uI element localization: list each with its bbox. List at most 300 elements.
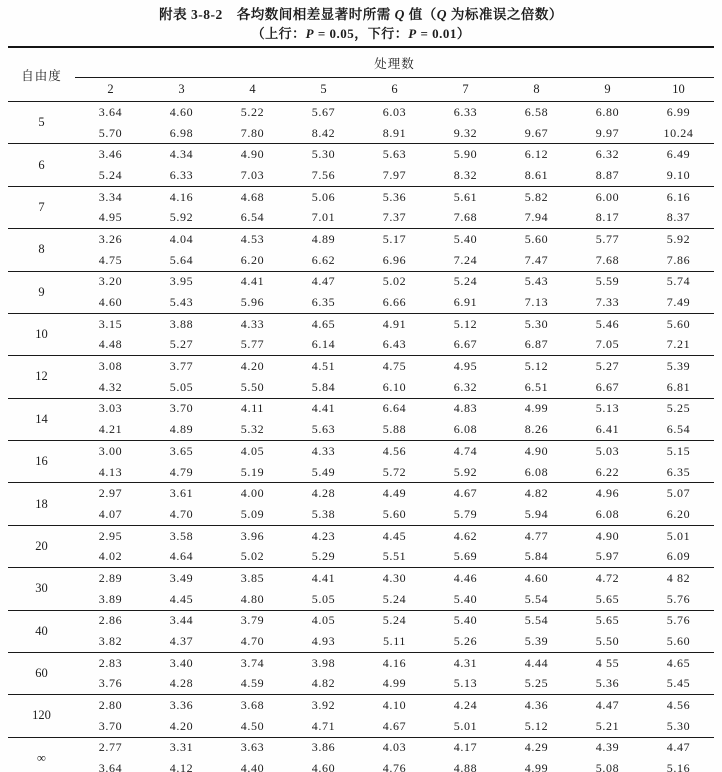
row-p01 <box>8 335 714 356</box>
q-value-cell-p01: 5.77 <box>240 337 265 352</box>
q-value-cell-p01: 4.99 <box>382 676 407 691</box>
row-p01 <box>8 631 714 652</box>
row-p05 <box>8 144 714 165</box>
q-value-cell-p01: 4.60 <box>98 295 123 310</box>
q-value-cell-p05: 4.41 <box>288 398 359 419</box>
q-value-cell-p01: 5.69 <box>453 549 478 564</box>
q-value-cell-p01: 4.88 <box>453 761 478 772</box>
q-value-cell-p05: 3.46 <box>75 144 146 165</box>
q-value-cell-p05: 4 82 <box>643 568 714 589</box>
text-segment: 为标准误之倍数） <box>447 7 563 22</box>
italic-symbol: P <box>408 26 417 41</box>
q-value-cell-p01: 5.49 <box>311 464 336 479</box>
q-value-cell-p01: 7.86 <box>666 252 691 267</box>
q-value-cell-p05: 6.00 <box>572 186 643 207</box>
q-value-cell-p01: 7.33 <box>595 295 620 310</box>
q-value-cell-p05: 5.30 <box>288 144 359 165</box>
q-value-cell-p05: 5.74 <box>643 271 714 292</box>
q-value-cell-p05: 6.58 <box>501 102 572 123</box>
q-value-cell-p05: 3.36 <box>146 695 217 716</box>
q-value-cell-p01: 4.93 <box>311 634 336 649</box>
treatment-count-header: 2 <box>75 78 146 102</box>
row-p01 <box>8 123 714 144</box>
q-value-cell-p01: 8.32 <box>453 167 478 182</box>
q-value-cell-p01: 6.81 <box>666 379 691 394</box>
q-value-cell-p05: 2.86 <box>75 610 146 631</box>
row-p05 <box>8 102 714 123</box>
q-value-cell-p01: 7.24 <box>453 252 478 267</box>
q-value-cell-p01: 5.39 <box>524 634 549 649</box>
row-p01 <box>8 589 714 610</box>
q-value-cell-p01: 5.26 <box>453 634 478 649</box>
q-value-cell-p01: 7.47 <box>524 252 549 267</box>
q-value-cell-p01: 6.54 <box>666 422 691 437</box>
table-body <box>8 102 714 772</box>
q-value-cell-p05: 4.29 <box>501 737 572 758</box>
q-value-cell-p05: 4.23 <box>288 525 359 546</box>
q-value-cell-p01: 7.05 <box>595 337 620 352</box>
q-value-cell-p05: 5.27 <box>572 356 643 377</box>
q-value-cell-p01: 7.94 <box>524 210 549 225</box>
q-value-cell-p05: 5.01 <box>643 525 714 546</box>
italic-symbol: Q <box>394 7 405 22</box>
q-value-cell-p01: 7.68 <box>595 252 620 267</box>
q-value-cell-p01: 5.84 <box>311 379 336 394</box>
q-value-cell-p05: 4.60 <box>501 568 572 589</box>
q-value-cell-p05: 4.41 <box>288 568 359 589</box>
q-value-cell-p05: 4.75 <box>359 356 430 377</box>
q-value-cell-p05: 2.95 <box>75 525 146 546</box>
q-value-cell-p05: 6.33 <box>430 102 501 123</box>
row-p01 <box>8 419 714 440</box>
q-value-cell-p01: 7.37 <box>382 210 407 225</box>
q-value-cell-p01: 5.38 <box>311 506 336 521</box>
row-p05 <box>8 186 714 207</box>
q-value-cell-p01: 3.76 <box>98 676 123 691</box>
q-value-cell-p05: 3.49 <box>146 568 217 589</box>
text-segment: 值（ <box>404 7 437 22</box>
q-value-cell-p05: 3.74 <box>217 652 288 673</box>
q-value-cell-p01: 5.92 <box>169 210 194 225</box>
q-value-cell-p05: 4.67 <box>430 483 501 504</box>
q-value-cell-p05: 2.97 <box>75 483 146 504</box>
q-value-cell-p05: 5.92 <box>643 229 714 250</box>
q-value-cell-p01: 5.36 <box>595 676 620 691</box>
treatment-count-header: 8 <box>501 78 572 102</box>
row-p01 <box>8 716 714 737</box>
q-value-cell-p05: 5.59 <box>572 271 643 292</box>
q-value-cell-p05: 6.12 <box>501 144 572 165</box>
q-value-cell-p01: 5.12 <box>524 718 549 733</box>
q-value-cell-p05: 4.41 <box>217 271 288 292</box>
q-value-cell-p01: 6.96 <box>382 252 407 267</box>
q-value-cell-p01: 5.50 <box>240 379 265 394</box>
q-value-cell-p01: 5.05 <box>311 591 336 606</box>
q-value-cell-p05: 4.49 <box>359 483 430 504</box>
q-value-cell-p05: 5.13 <box>572 398 643 419</box>
q-value-cell-p05: 4.56 <box>359 441 430 462</box>
q-value-cell-p01: 4.45 <box>169 591 194 606</box>
q-value-cell-p01: 5.27 <box>169 337 194 352</box>
q-value-cell-p01: 4.64 <box>169 549 194 564</box>
q-value-cell-p01: 6.08 <box>524 464 549 479</box>
q-value-cell-p05: 5.54 <box>501 610 572 631</box>
q-value-cell-p05: 4.95 <box>430 356 501 377</box>
q-value-cell-p05: 4.47 <box>288 271 359 292</box>
q-value-cell-p01: 5.32 <box>240 422 265 437</box>
q-value-cell-p05: 5.24 <box>359 610 430 631</box>
q-value-cell-p05: 4.65 <box>643 652 714 673</box>
q-value-cell-p05: 4.47 <box>572 695 643 716</box>
q-value-cell-p01: 5.45 <box>666 676 691 691</box>
q-value-cell-p01: 6.08 <box>453 422 478 437</box>
q-value-cell-p05: 3.85 <box>217 568 288 589</box>
q-value-cell-p05: 4.44 <box>501 652 572 673</box>
q-value-cell-p05: 3.95 <box>146 271 217 292</box>
q-value-cell-p01: 6.51 <box>524 379 549 394</box>
q-value-cell-p05: 4.47 <box>643 737 714 758</box>
q-value-cell-p01: 5.11 <box>383 634 406 649</box>
row-p05 <box>8 398 714 419</box>
q-value-cell-p01: 5.25 <box>524 676 549 691</box>
q-value-cell-p05: 4.03 <box>359 737 430 758</box>
q-value-cell-p01: 5.60 <box>382 506 407 521</box>
q-value-cell-p05: 4.68 <box>217 186 288 207</box>
q-value-cell-p01: 4.21 <box>98 422 123 437</box>
q-value-cell-p05: 5.43 <box>501 271 572 292</box>
q-value-cell-p01: 7.56 <box>311 167 336 182</box>
q-value-cell-p05: 5.03 <box>572 441 643 462</box>
q-value-cell-p01: 4.99 <box>524 761 549 772</box>
df-cell: 14 <box>8 398 75 440</box>
q-value-cell-p05: 5.77 <box>572 229 643 250</box>
text-segment: 附表 3-8-2 <box>159 7 223 22</box>
df-cell: 12 <box>8 356 75 398</box>
q-value-cell-p05: 6.16 <box>643 186 714 207</box>
q-value-cell-p05: 3.61 <box>146 483 217 504</box>
q-value-cell-p01: 7.80 <box>240 125 265 140</box>
q-value-cell-p05: 3.77 <box>146 356 217 377</box>
q-value-cell-p01: 8.87 <box>595 167 620 182</box>
q-value-cell-p05: 5.39 <box>643 356 714 377</box>
q-value-cell-p05: 4.24 <box>430 695 501 716</box>
treatment-count-header: 4 <box>217 78 288 102</box>
q-value-cell-p01: 5.70 <box>98 125 123 140</box>
row-p05 <box>8 737 714 758</box>
q-value-cell-p01: 5.21 <box>595 718 620 733</box>
q-value-cell-p01: 4.89 <box>169 422 194 437</box>
df-cell: ∞ <box>8 737 75 772</box>
q-value-cell-p01: 6.14 <box>311 337 336 352</box>
q-value-cell-p01: 4.37 <box>169 634 194 649</box>
q-value-cell-p01: 5.40 <box>453 591 478 606</box>
q-value-cell-p05: 4.11 <box>217 398 288 419</box>
column-header-row <box>8 78 714 102</box>
q-value-cell-p01: 4.50 <box>240 718 265 733</box>
q-value-cell-p01: 5.30 <box>666 718 691 733</box>
q-value-cell-p01: 5.94 <box>524 506 549 521</box>
table-title <box>0 0 722 23</box>
q-value-cell-p05: 4.90 <box>572 525 643 546</box>
q-value-cell-p05: 3.00 <box>75 441 146 462</box>
q-value-cell-p01: 4.59 <box>240 676 265 691</box>
q-value-cell-p01: 4.60 <box>311 761 336 772</box>
q-value-cell-p05: 3.68 <box>217 695 288 716</box>
q-value-cell-p01: 3.89 <box>98 591 123 606</box>
q-value-cell-p01: 5.60 <box>666 634 691 649</box>
q-value-cell-p05: 4.31 <box>430 652 501 673</box>
q-value-cell-p05: 5.40 <box>430 610 501 631</box>
q-value-cell-p05: 3.20 <box>75 271 146 292</box>
q-value-cell-p01: 4.67 <box>382 718 407 733</box>
q-value-cell-p05: 6.80 <box>572 102 643 123</box>
q-value-cell-p05: 3.96 <box>217 525 288 546</box>
q-value-cell-p01: 10.24 <box>663 125 694 140</box>
q-value-cell-p05: 4.46 <box>430 568 501 589</box>
q-value-cell-p01: 6.08 <box>595 506 620 521</box>
row-p05 <box>8 271 714 292</box>
q-value-cell-p05: 3.64 <box>75 102 146 123</box>
q-value-cell-p01: 5.84 <box>524 549 549 564</box>
q-value-cell-p05: 4.04 <box>146 229 217 250</box>
q-value-cell-p01: 6.66 <box>382 295 407 310</box>
q-value-cell-p01: 7.13 <box>524 295 549 310</box>
q-value-cell-p01: 4.80 <box>240 591 265 606</box>
q-value-cell-p05: 3.98 <box>288 652 359 673</box>
q-value-cell-p05: 5.15 <box>643 441 714 462</box>
q-value-cell-p05: 6.99 <box>643 102 714 123</box>
q-value-cell-p01: 4.28 <box>169 676 194 691</box>
q-value-cell-p05: 5.60 <box>501 229 572 250</box>
q-value-cell-p05: 4.10 <box>359 695 430 716</box>
q-value-cell-p01: 6.62 <box>311 252 336 267</box>
q-value-cell-p01: 6.43 <box>382 337 407 352</box>
q-value-cell-p05: 4 55 <box>572 652 643 673</box>
q-value-cell-p05: 4.00 <box>217 483 288 504</box>
row-p01 <box>8 207 714 228</box>
q-value-cell-p01: 5.97 <box>595 549 620 564</box>
row-p05 <box>8 441 714 462</box>
q-value-cell-p05: 6.32 <box>572 144 643 165</box>
q-value-cell-p01: 6.67 <box>453 337 478 352</box>
q-value-cell-p05: 2.80 <box>75 695 146 716</box>
q-value-cell-p01: 7.21 <box>666 337 691 352</box>
q-value-cell-p01: 4.75 <box>98 252 123 267</box>
q-value-cell-p01: 4.71 <box>311 718 336 733</box>
q-value-cell-p05: 4.72 <box>572 568 643 589</box>
df-cell: 18 <box>8 483 75 525</box>
q-value-cell-p01: 6.32 <box>453 379 478 394</box>
q-value-cell-p01: 8.61 <box>524 167 549 182</box>
q-value-cell-p05: 4.99 <box>501 398 572 419</box>
text-segment: = 0.01） <box>416 26 471 41</box>
q-value-cell-p05: 3.88 <box>146 313 217 334</box>
row-p01 <box>8 462 714 483</box>
q-value-cell-p01: 7.68 <box>453 210 478 225</box>
row-p05 <box>8 695 714 716</box>
q-value-cell-p05: 5.12 <box>430 313 501 334</box>
q-value-cell-p05: 4.05 <box>217 441 288 462</box>
q-value-cell-p01: 6.54 <box>240 210 265 225</box>
q-value-cell-p01: 5.24 <box>98 167 123 182</box>
q-value-cell-p05: 5.24 <box>430 271 501 292</box>
q-value-cell-p01: 5.01 <box>453 718 478 733</box>
table-header <box>8 47 714 102</box>
q-value-cell-p05: 5.36 <box>359 186 430 207</box>
q-value-cell-p05: 2.89 <box>75 568 146 589</box>
q-value-cell-p05: 4.20 <box>217 356 288 377</box>
q-value-cell-p01: 5.02 <box>240 549 265 564</box>
q-value-cell-p01: 5.50 <box>595 634 620 649</box>
text-segment: 各均数间相差显著时所需 <box>222 7 395 22</box>
q-value-cell-p05: 3.44 <box>146 610 217 631</box>
q-value-cell-p01: 6.67 <box>595 379 620 394</box>
df-cell: 10 <box>8 313 75 355</box>
q-value-cell-p01: 3.70 <box>98 718 123 733</box>
q-value-cell-p05: 5.25 <box>643 398 714 419</box>
treatment-count-header: 7 <box>430 78 501 102</box>
q-value-cell-p01: 7.97 <box>382 167 407 182</box>
q-value-cell-p01: 4.02 <box>98 549 123 564</box>
row-p05 <box>8 356 714 377</box>
q-value-cell-p01: 4.32 <box>98 379 123 394</box>
q-value-cell-p05: 3.31 <box>146 737 217 758</box>
q-value-cell-p05: 4.33 <box>217 313 288 334</box>
q-value-cell-p01: 4.70 <box>240 634 265 649</box>
df-cell: 7 <box>8 186 75 228</box>
df-cell: 40 <box>8 610 75 652</box>
q-value-cell-p01: 5.43 <box>169 295 194 310</box>
q-value-cell-p05: 5.82 <box>501 186 572 207</box>
header-row-group <box>8 47 714 78</box>
q-value-cell-p01: 6.35 <box>311 295 336 310</box>
q-value-cell-p05: 3.26 <box>75 229 146 250</box>
q-value-cell-p05: 4.30 <box>359 568 430 589</box>
df-cell: 9 <box>8 271 75 313</box>
df-cell: 5 <box>8 102 75 144</box>
q-value-cell-p01: 4.07 <box>98 506 123 521</box>
row-p01 <box>8 165 714 186</box>
row-p01 <box>8 250 714 271</box>
q-value-cell-p01: 7.03 <box>240 167 265 182</box>
italic-symbol: P <box>305 26 315 41</box>
q-value-cell-p01: 6.20 <box>666 506 691 521</box>
q-value-cell-p05: 4.56 <box>643 695 714 716</box>
q-value-cell-p05: 4.90 <box>217 144 288 165</box>
q-value-cell-p01: 3.64 <box>98 761 123 772</box>
text-segment: （上行： <box>251 26 306 41</box>
q-value-cell-p05: 3.03 <box>75 398 146 419</box>
q-value-cell-p05: 4.91 <box>359 313 430 334</box>
q-value-cell-p05: 4.77 <box>501 525 572 546</box>
text-segment: = 0.05，下行： <box>314 26 409 41</box>
q-value-cell-p05: 4.89 <box>288 229 359 250</box>
q-value-cell-p01: 5.76 <box>666 591 691 606</box>
q-value-cell-p05: 2.83 <box>75 652 146 673</box>
q-value-cell-p01: 5.92 <box>453 464 478 479</box>
q-value-cell-p05: 3.58 <box>146 525 217 546</box>
q-value-cell-p05: 4.74 <box>430 441 501 462</box>
q-value-cell-p05: 3.40 <box>146 652 217 673</box>
q-value-cell-p05: 5.07 <box>643 483 714 504</box>
row-p05 <box>8 652 714 673</box>
q-value-cell-p05: 4.96 <box>572 483 643 504</box>
q-value-cell-p01: 6.22 <box>595 464 620 479</box>
q-value-cell-p05: 5.46 <box>572 313 643 334</box>
table-subtitle <box>0 25 722 42</box>
df-cell: 30 <box>8 568 75 610</box>
q-value-cell-p05: 6.64 <box>359 398 430 419</box>
q-value-cell-p05: 4.60 <box>146 102 217 123</box>
row-p01 <box>8 377 714 398</box>
df-cell: 16 <box>8 441 75 483</box>
q-value-cell-p05: 4.34 <box>146 144 217 165</box>
q-value-cell-p01: 6.91 <box>453 295 478 310</box>
q-value-cell-p01: 3.82 <box>98 634 123 649</box>
q-value-cell-p05: 5.90 <box>430 144 501 165</box>
q-value-cell-p01: 5.54 <box>524 591 549 606</box>
row-p05 <box>8 610 714 631</box>
q-value-cell-p01: 5.29 <box>311 549 336 564</box>
q-value-cell-p01: 9.67 <box>524 125 549 140</box>
q-value-cell-p05: 4.36 <box>501 695 572 716</box>
q-value-cell-p01: 6.87 <box>524 337 549 352</box>
q-value-cell-p01: 8.91 <box>382 125 407 140</box>
q-value-cell-p01: 4.20 <box>169 718 194 733</box>
q-value-cell-p01: 5.09 <box>240 506 265 521</box>
q-value-cell-p01: 4.79 <box>169 464 194 479</box>
treatment-count-header: 10 <box>643 78 714 102</box>
q-value-cell-p01: 5.19 <box>240 464 265 479</box>
q-value-cell-p01: 7.01 <box>311 210 336 225</box>
q-value-cell-p05: 5.17 <box>359 229 430 250</box>
q-value-cell-p01: 5.65 <box>595 591 620 606</box>
treatment-count-header: 5 <box>288 78 359 102</box>
q-value-cell-p05: 4.62 <box>430 525 501 546</box>
q-value-cell-p01: 5.79 <box>453 506 478 521</box>
df-cell: 8 <box>8 229 75 271</box>
q-value-cell-p05: 3.92 <box>288 695 359 716</box>
q-value-cell-p05: 5.61 <box>430 186 501 207</box>
q-value-cell-p01: 4.82 <box>311 676 336 691</box>
row-p01 <box>8 758 714 772</box>
row-p05 <box>8 313 714 334</box>
q-value-cell-p01: 4.12 <box>169 761 194 772</box>
q-value-cell-p05: 4.51 <box>288 356 359 377</box>
q-value-cell-p05: 5.60 <box>643 313 714 334</box>
q-value-cell-p05: 5.67 <box>288 102 359 123</box>
q-value-cell-p01: 4.76 <box>382 761 407 772</box>
treatment-count-header: 6 <box>359 78 430 102</box>
q-value-cell-p01: 8.37 <box>666 210 691 225</box>
q-value-cell-p05: 4.33 <box>288 441 359 462</box>
q-value-cell-p05: 3.63 <box>217 737 288 758</box>
q-value-cell-p05: 3.65 <box>146 441 217 462</box>
q-value-cell-p05: 3.86 <box>288 737 359 758</box>
q-value-cell-p05: 5.22 <box>217 102 288 123</box>
italic-symbol: Q <box>436 7 447 22</box>
q-value-cell-p01: 9.32 <box>453 125 478 140</box>
q-value-cell-p05: 4.83 <box>430 398 501 419</box>
q-value-cell-p05: 4.17 <box>430 737 501 758</box>
q-value-cell-p05: 6.03 <box>359 102 430 123</box>
q-value-cell-p05: 3.08 <box>75 356 146 377</box>
q-value-cell-p01: 8.17 <box>595 210 620 225</box>
q-value-cell-p01: 4.13 <box>98 464 123 479</box>
q-value-cell-p01: 6.20 <box>240 252 265 267</box>
q-value-cell-p05: 5.06 <box>288 186 359 207</box>
q-value-cell-p01: 4.40 <box>240 761 265 772</box>
